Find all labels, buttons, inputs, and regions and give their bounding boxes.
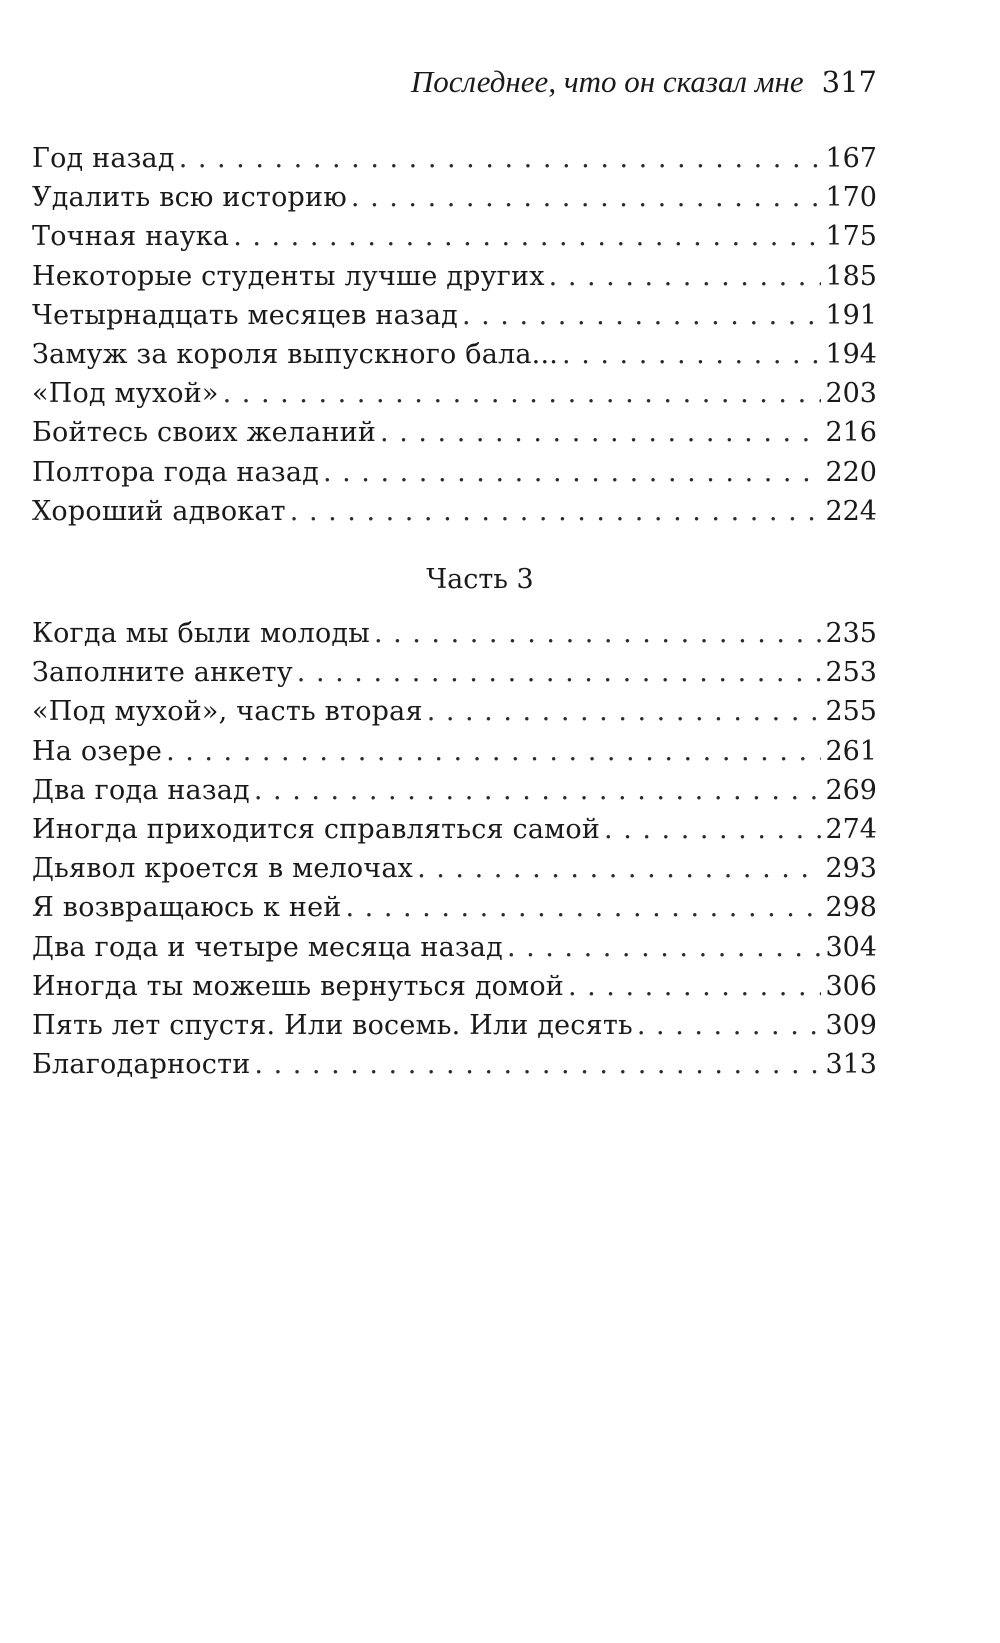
toc-entry [32, 928, 877, 967]
dot-leader [297, 653, 822, 692]
toc-entry-title: Полтора года назад [32, 456, 319, 488]
toc-entry-title: Благодарности [32, 1049, 251, 1081]
toc-entry-title: Бойтесь своих желаний [32, 417, 377, 449]
toc-entry [32, 1045, 877, 1084]
toc-entry-title: Иногда приходится справляться самой [32, 813, 601, 845]
toc-entry-title: Пять лет спустя. Или восемь. Или десять [32, 1009, 633, 1041]
part-heading-text: Часть 3 [426, 564, 534, 595]
dot-leader [290, 492, 822, 531]
toc-entry-page: 255 [825, 696, 877, 728]
dot-leader [462, 296, 821, 335]
toc-entry [32, 810, 877, 849]
toc-entry-title: Некоторые студенты лучше других [32, 260, 545, 292]
toc-entry [32, 888, 877, 927]
toc-entry [32, 139, 877, 178]
toc-entry-page: 261 [825, 735, 877, 767]
toc-entry-page: 175 [825, 221, 877, 253]
toc-entry-title: Четырнадцать месяцев назад [32, 299, 458, 331]
toc-entry [32, 492, 877, 531]
dot-leader [233, 217, 821, 256]
toc-entry [32, 849, 877, 888]
toc-entry-page: 235 [825, 618, 877, 649]
toc-entry-page: 203 [825, 378, 877, 410]
toc-entry-page: 170 [825, 182, 877, 214]
toc-entry-title: Когда мы были молоды [32, 618, 370, 649]
toc-entry-page: 293 [825, 853, 877, 885]
toc-entry-title: Два года назад [32, 774, 250, 806]
toc-entry [32, 732, 877, 771]
dot-leader [604, 810, 821, 849]
dot-leader [637, 1006, 822, 1045]
toc-entry-title: На озере [32, 735, 163, 767]
toc-entry [32, 217, 877, 256]
toc-entry [32, 771, 877, 810]
toc-entry-title: Два года и четыре месяца назад [32, 931, 503, 963]
toc-entry-page: 185 [825, 260, 877, 292]
toc-entry-page: 309 [825, 1009, 877, 1041]
toc-entry-page: 306 [825, 970, 877, 1002]
toc-entry-page: 194 [825, 338, 877, 370]
dot-leader [254, 771, 822, 810]
toc-entry [32, 257, 877, 296]
toc-entry-title: Точная наука [32, 221, 230, 253]
toc-entry [32, 453, 877, 492]
dot-leader [507, 928, 822, 967]
dot-leader [346, 888, 822, 927]
toc-entry-title: Я возвращаюсь к ней [32, 892, 342, 924]
dot-leader [166, 732, 821, 771]
toc-entry-title: «Под мухой» [32, 378, 219, 410]
toc-entry-page: 274 [825, 813, 877, 845]
dot-leader [417, 849, 821, 888]
toc-entry-title: Хороший адвокат [32, 495, 286, 527]
toc-entry-page: 224 [825, 495, 877, 527]
toc-entry [32, 614, 877, 653]
toc-entry [32, 374, 877, 413]
toc-entry-page: 298 [825, 892, 877, 924]
toc-entry [32, 178, 877, 217]
dot-leader [179, 139, 822, 178]
toc-entry-page: 304 [825, 931, 877, 963]
dot-leader [223, 374, 822, 413]
dot-leader [254, 1045, 821, 1084]
toc-entry-page: 167 [825, 143, 877, 174]
toc-entry-title: Дьявол кроется в мелочах [32, 853, 414, 885]
toc-entry-page: 191 [825, 299, 877, 331]
dot-leader [374, 614, 822, 653]
toc-entry [32, 413, 877, 452]
toc-entry-title: Иногда ты можешь вернуться домой [32, 970, 564, 1002]
toc-entry-page: 216 [825, 417, 877, 449]
dot-leader [549, 257, 822, 296]
dot-leader [380, 413, 821, 452]
dot-leader [323, 453, 821, 492]
toc-list-part2 [32, 139, 877, 531]
running-head-title: Последнее, что он сказал мне [410, 64, 804, 99]
toc-entry [32, 296, 877, 335]
toc-entry-page: 220 [825, 456, 877, 488]
dot-leader [568, 967, 821, 1006]
toc-entry [32, 653, 877, 692]
toc-entry [32, 692, 877, 731]
toc-entry-title: Год назад [32, 143, 175, 174]
toc-entry-page: 313 [825, 1049, 877, 1081]
part-heading [0, 560, 1000, 599]
running-head [0, 62, 877, 102]
dot-leader [351, 178, 822, 217]
toc-entry-title: Заполните анкету [32, 657, 293, 689]
toc-entry [32, 1006, 877, 1045]
toc-entry [32, 967, 877, 1006]
toc-entry-page: 253 [825, 657, 877, 689]
toc-entry [32, 335, 877, 374]
dot-leader [562, 335, 821, 374]
toc-list-part3 [32, 614, 877, 1084]
toc-entry-title: «Под мухой», часть вторая [32, 696, 423, 728]
toc-entry-page: 269 [825, 774, 877, 806]
toc-entry-title: Замуж за короля выпускного бала... [32, 338, 559, 370]
page-number: 317 [821, 65, 877, 99]
dot-leader [427, 692, 822, 731]
toc-entry-title: Удалить всю историю [32, 182, 347, 214]
